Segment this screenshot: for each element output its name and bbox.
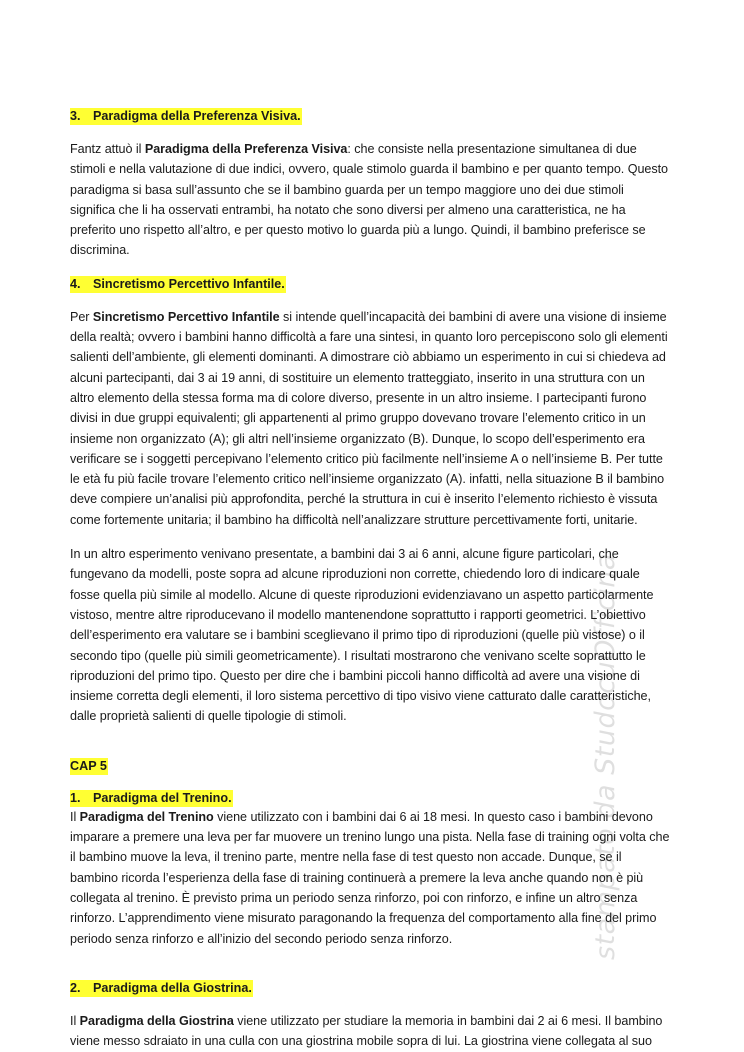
document-page — [70, 107, 670, 1051]
paragraph: In un altro esperimento venivano presentate, a bambini dai 3 ai 6 anni, alcune figure particolari, che fungevano da modelli, poste sopra ad alcune riproduzioni non corrette, chiedendo loro di indicare quale fosse quella più simile al modello. Alcune di queste riproduzioni evidenziavano un aspetto particolarmente vistoso, mentre altre riproducevano il modello mantenendone soprattutto i rapporti geometrici. L’obiettivo dell’esperimento era valutare se i bambini sceglievano il primo tipo di riproduzioni (quelle più vistose) o il secondo tipo (quelle più simili geometricamente). I risultati mostrarono che venivano scelte soprattutto le riproduzioni del primo tipo. Questo per dire che i bambini piccoli hanno difficoltà ad avere una visione di insieme corretta degli elementi, il loro sistema percettivo di tipo visivo viene catturato dalle caratteristiche, dalle proprietà salienti di quelle tipologie di stimoli. — [70, 547, 654, 724]
paragraph: Il Paradigma del Trenino viene utilizzato con i bambini dai 6 ai 18 mesi. In questo caso i bambini devono imparare a premere una leva per far muovere un trenino lungo una pista. Nella fase di training ogni volta che il bambino muove la leva, il trenino parte, mentre nella fase di test questo non accade. Dunque, se il bambino ricorda l’esperienza della fase di training continuerà a premere la leva anche quando non è più collegata al trenino. È previsto prima un periodo senza rinforzo, poi con rinforzo, e infine un altro senza rinforzo. L’apprendimento viene misurato paragonando la frequenza del comportamento alla fine del primo periodo senza rinforzo e all’inizio del secondo periodo senza rinforzo. — [70, 809, 670, 946]
section-heading-2: 2. Paradigma della Giostrina. — [70, 980, 252, 995]
section-heading-1: 1. Paradigma del Trenino. — [70, 790, 232, 805]
section-heading-3: 3. Paradigma della Preferenza Visiva. — [70, 109, 301, 123]
paragraph: Per Sincretismo Percettivo Infantile si intende quell’incapacità dei bambini di avere una visione di insieme della realtà; ovvero i bambini hanno difficoltà a fare una sintesi, in quanto loro percepiscono solo gli elementi salienti dell’ambiente, gli elementi dominanti. A dimostrare ciò abbiamo un esperimento in cui si chiedeva ad alcuni partecipanti, dai 3 ai 19 anni, di sostituire un elemento tratteggiato, inserito in una struttura con un altro elemento della stessa forma ma di colore diverso, presente in un altro insieme. I partecipanti furono divisi in due gruppi equivalenti; gli appartenenti al primo gruppo dovevano trovare l’elemento critico in un insieme non organizzato (A); gli altri nell’insieme organizzato (B). Dunque, lo scopo dell’esperimento era verificare se i soggetti percepivano l’elemento critico più facilmente nell’insieme A o nell’insieme B. Per tutte le età fu più facile trovare l’elemento critico nell’insieme organizzato (A). infatti, nella situazione B il bambino deve compiere un’analisi più approfondita, perché la struttura in cui è inserito l’elemento richiesto è vissuta come fortemente unitaria; il bambino ha difficoltà nell’analizzare strutture percettivamente forti, unitarie. — [70, 309, 668, 527]
chapter-heading: CAP 5 — [70, 758, 107, 773]
section-heading-4: 4. Sincretismo Percettivo Infantile. — [70, 276, 285, 291]
watermark: stampato da StudocuOfficina — [590, 553, 621, 960]
paragraph: Fantz attuò il Paradigma della Preferenza Visiva: che consiste nella presentazione simultanea di due stimoli e nella valutazione di due indici, ovvero, quale stimolo guarda il bambino e per quanto tempo. Questo paradigma si basa sull’assunto che se il bambino guarda per un tempo maggiore uno dei due stimoli significa che li ha osservati entrambi, ha notato che sono diversi per almeno una caratteristica, ne ha preferito uno rispetto all’altro, e per questo motivo lo guarda più a lungo. Quindi, il bambino preferisce se discrimina. — [70, 142, 669, 258]
paragraph: Il Paradigma della Giostrina viene utilizzato per studiare la memoria in bambini dai 2 ai 6 mesi. Il bambino viene messo sdraiato in una culla con una giostrina mobile sopra di lui. La giostrina viene collegata al suo — [70, 1013, 663, 1049]
